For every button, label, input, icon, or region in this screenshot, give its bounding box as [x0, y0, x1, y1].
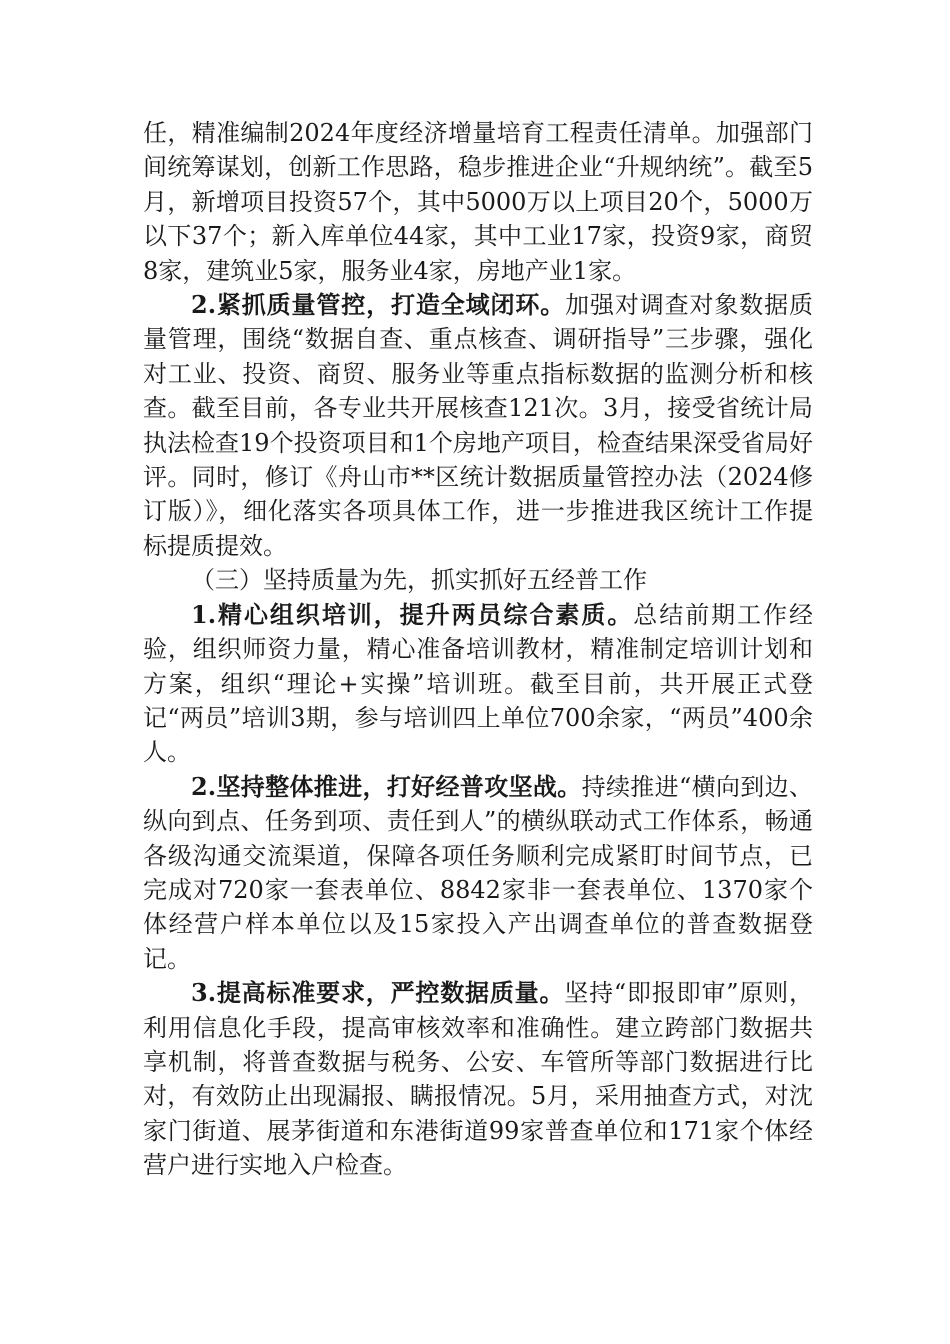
paragraph-lead: 2.坚持整体推进，打好经普攻坚战。	[191, 771, 582, 801]
paragraph-overall-advance	[143, 770, 813, 976]
paragraph-lead: 2.紧抓质量管控，打造全域闭环。	[191, 290, 566, 320]
paragraph-quality-control	[143, 288, 813, 563]
paragraph-training	[143, 598, 813, 770]
paragraph-body: 坚持“即报即审”原则，利用信息化手段，提高审核效率和准确性。建立跨部门数据共享机制，将普查数据与税务、公安、车管所等部门数据进行比对，有效防止出现漏报、瞒报情况。5月，采用抽查方式，对沈家门街道、展茅街道和东港街道99家普查单位和171家个体经营户进行实地入户检查。	[143, 979, 813, 1180]
section-heading-text: （三）坚持质量为先，抓实抓好五经普工作	[191, 566, 647, 595]
paragraph-body: 任，精准编制2024年度经济增量培育工程责任清单。加强部门间统筹谋划，创新工作思路，稳步推进企业“升规纳统”。截至5月，新增项目投资57个，其中5000万以上项目20个，5000万以下37个；新入库单位44家，其中工业17家，投资9家，商贸8家，建筑业5家，服务业4家，房地产业1家。	[143, 119, 813, 285]
section-heading	[143, 563, 813, 597]
paragraph-body: 持续推进“横向到边、纵向到点、任务到项、责任到人”的横纵联动式工作体系，畅通各级沟通交流渠道，保障各项任务顺利完成紧盯时间节点，已完成对720家一套表单位、8842家非一套表单位、1370家个体经营户样本单位以及15家投入产出调查单位的普查数据登记。	[143, 772, 813, 973]
document-page	[143, 116, 813, 1183]
paragraph-data-quality	[143, 976, 813, 1182]
paragraph-body: 加强对调查对象数据质量管理，围绕“数据自查、重点核查、调研指导”三步骤，强化对工业、投资、商贸、服务业等重点指标数据的监测分析和核查。截至目前，各专业共开展核查121次。3月，接受省统计局执法检查19个投资项目和1个房地产项目，检查结果深受省局好评。同时，修订《舟山市**区统计数据质量管控办法（2024修订版）》，细化落实各项具体工作，进一步推进我区统计工作提标提质提效。	[143, 291, 813, 560]
paragraph-continuation	[143, 116, 813, 288]
paragraph-lead: 3.提高标准要求，严控数据质量。	[191, 978, 565, 1008]
paragraph-lead: 1.精心组织培训，提升两员综合素质。	[191, 599, 634, 629]
paragraph-body: 总结前期工作经验，组织师资力量，精心准备培训教材，精准制定培训计划和方案，组织“理论+实操”培训班。截至目前，共开展正式登记“两员”培训3期，参与培训四上单位700余家，“两员”400余人。	[143, 600, 814, 767]
